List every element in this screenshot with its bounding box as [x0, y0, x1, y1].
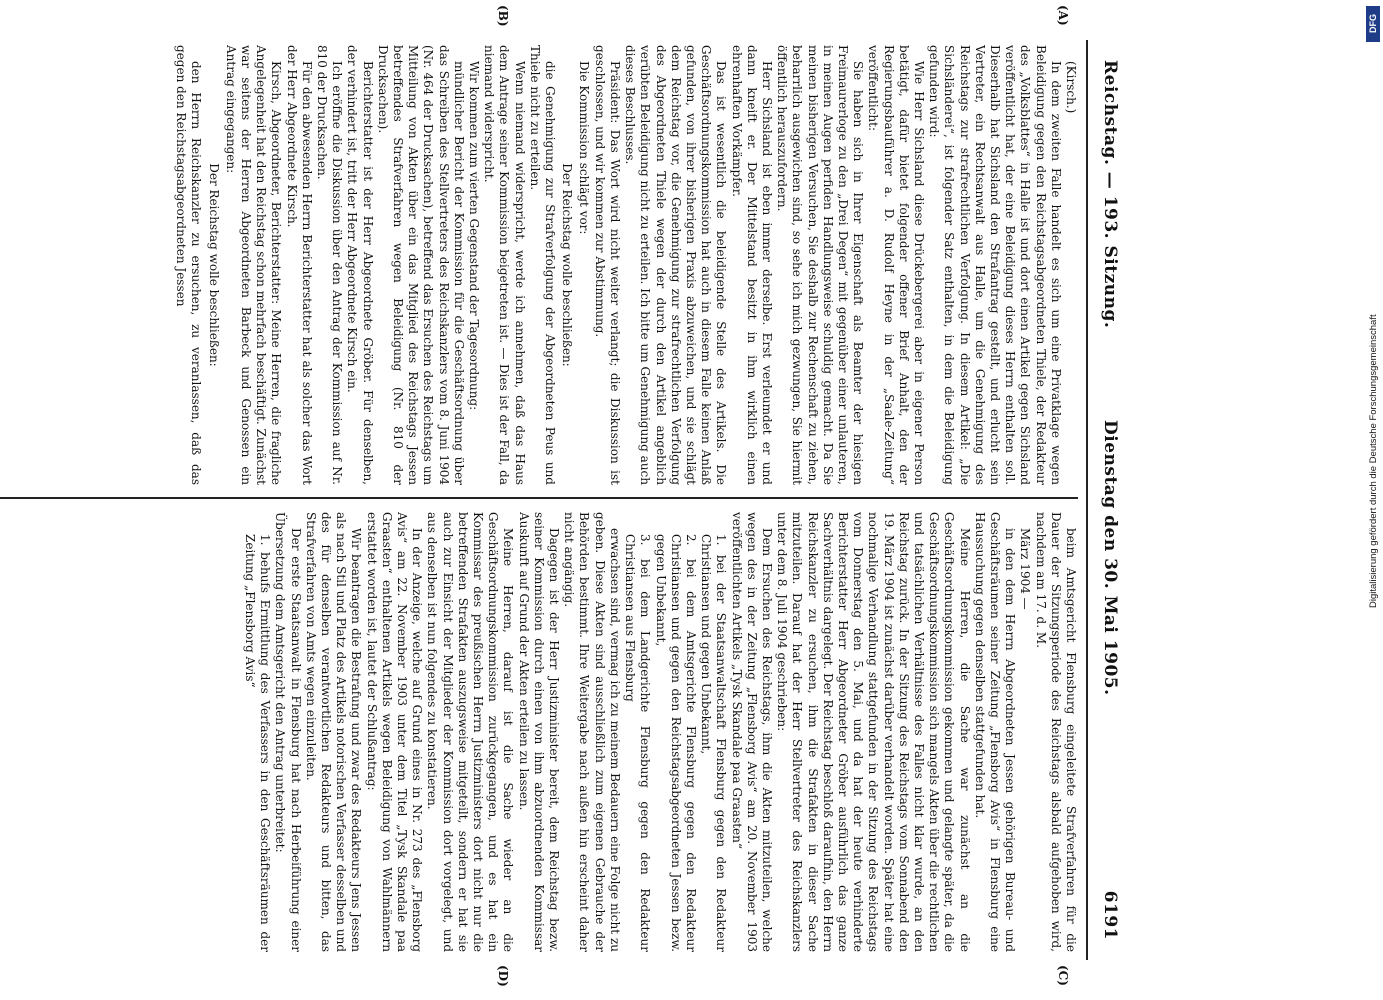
paragraph: Der Reichstag wolle beschließen: [206, 163, 221, 367]
paragraph: Ich eröffne die Diskussion über den Antrag der Kommission auf Nr. 810 der Drucksachen. [315, 45, 345, 485]
paragraph: erwachsen sind, vermag ich zu meinem Bedauern eine Folge nicht zu geben. Diese Akten sind ausschließlich zum eigenen Gebrauche der Behörden bestimmt. Ihre Weitergabe nach außen hin erscheint daher nicht angängig. [562, 512, 622, 952]
paragraph: März 1904 — [1018, 528, 1033, 610]
paragraph: den Herrn Reichskanzler zu ersuchen, zu veranlassen, daß das gegen den Reichstagsabgeordneten Jessen [174, 45, 204, 485]
header-left: Reichstag. — 193. Sitzung. [1100, 60, 1120, 329]
paragraph: Für den abwesenden Herrn Berichterstatter hat als solcher das Wort der Herr Abgeordnete Kirsch. [284, 45, 314, 485]
margin-marker-d: (D) [496, 965, 510, 987]
paragraph: Herr Sichsland ist eben immer derselbe. Erst verleumdet er und dann kneift er. Der Mittelstand besitzt in ihm wirklich einen ehrenhaften Vorkämpfer. [729, 45, 774, 485]
paragraph: Meine Herren, die Sache war zunächst an die Geschäftsordnungskommission gekommen und gelangte später, da die Geschäftsordnungskommission sich mangels Akten über die rechtlichen und tatsächlichen Verhältnisse des Falles nicht klar wurde, an den Reichstag zurück. In der Sitzung des Reichstags vom Sonnabend den 19. März 1904 ist zunächst darüber verhandelt worden. Später hat eine nochmalige Verhandlung stattgefunden in der Sitzung des Reichstags vom Donnerstag den 5. Mai, und da hat der heute verhinderte Berichterstatter Herr Abgeordneter Gröber ausführlich das ganze Sachverhältnis dargelegt. Der Reichstag beschloß daraufhin, den Herrn Reichskanzler zu ersuchen, ihm die Strafakten in dieser Sache mitzuteilen. Darauf hat der Herr Stellvertreter des Reichskanzlers unter dem 8. Juli 1904 geschrieben: [775, 512, 972, 952]
paragraph: (Kirsch.) [1064, 61, 1078, 114]
paragraph: 2. bei dem Amtsgerichte Flensburg gegen den Redakteur Christiansen und gegen den Reichstagsabgeordneten Jessen bezw. gegen Unbekannt, [653, 534, 698, 952]
paragraph: Sie haben sich in Ihrer Eigenschaft als Beamter der hiesigen Freimaurerloge zu den „Drei Degen“ mit gegenüber einer unlauteren, in meinen Augen perfiden Handlungsweise schuldig gemacht. Da Sie meinen bisherigen Versuchen, Sie deshalb zur Rechenschaft zu ziehen, beharrlich ausgewichen sind, so sehe ich mich gezwungen, Sie hiermit öffentlich herauszufordern. [775, 45, 866, 485]
paragraph: In dem zweiten Falle handelt es sich um eine Privatklage wegen Beleidigung gegen den Reichstagsabgeordneten Thiele, der Redakteur des „Volksblattes“ in Halle ist und dort einen Artikel gegen Sichsland veröffentlicht hat, der eine Beleidigung dieses Herrn enthalten soll. Dieserhalb hat Sichsland den Strafantrag gestellt, und erlucht sein Vertreter, ein Rechtsanwalt aus Halle, um die Genehmigung des Reichstags zur strafrechtlichen Verfolgung. In diesem Artikel: „Die Sichsländerei“, ist folgender Satz enthalten, in dem die Beleidigung gefunden wird: [927, 45, 1063, 485]
paragraph: Berichterstatter ist der Herr Abgeordnete Gröber. Für denselben, der verhindert ist, tritt der Herr Abgeordnete Kirsch ein. [345, 45, 375, 485]
margin-marker-c: (C) [1056, 965, 1070, 986]
paragraph: Kirsch, Abgeordneter, Berichterstatter: Meine Herren, die fragliche Angelegenheit hat den Reichstag schon mehrfach beschäftigt. Zunächst war seitens der Herren Abgeordneten Barbeck und Genossen ein Antrag eingegangen: [223, 45, 284, 485]
paragraph: Wir beantragen die Bestrafung und zwar des Redakteurs Jens Jessen als nach Stil und Platz des Artikels notorischen Verfasser desselben und des für denselben verantwortlichen Redakteurs und bitten, das Strafverfahren von Amts wegen einzuleiten. [303, 512, 364, 952]
paragraph: mündlicher Bericht der Kommission für die Geschäftsordnung über das Schreiben des Stellvertreters des Reichskanzlers vom 8. Juni 1904 (Nr. 464 der Drucksachen), betreffend das Ersuchen des Reichstags um Mitteilung von Akten über ein das Mitglied des Reichstags Jessen betreffendes Strafverfahren wegen Beleidigung (Nr. 810 der Drucksachen). [375, 45, 466, 485]
paragraph: Dagegen ist der Herr Justizminister bereit, dem Reichstag bezw. seiner Kommission durch einen von ihm abzuordnenden Kommissar Auskunft auf Grund der Akten erteilen zu lassen. [516, 512, 562, 952]
digitization-note: Digitalisierung gefördert durch die Deutsche Forschungsgemeinschaft [1368, 314, 1379, 608]
paragraph: Der erste Staatsanwalt in Flensburg hat nach Herbeiführung einer Übersetzung dem Amtsgericht den Antrag unterbreitet: [273, 512, 303, 952]
paragraph: in den dem Herrn Abgeordneten Jessen gehörigen Bureau- und Geschäftsräumen seiner Zeitung „Flensborg Avis“ in Flensburg eine Haussuchung gegen denselben stattgefunden hat. [972, 512, 1018, 952]
header-rule [1087, 40, 1089, 960]
paragraph: Der Reichstag wolle beschließen: [560, 163, 575, 367]
paragraph: 3. bei dem Landgerichte Flensburg gegen den Redakteur Christiansen aus Flensburg [623, 534, 653, 952]
paragraph: Wir kommen zum vierten Gegenstand der Tagesordnung: [467, 61, 482, 411]
dfg-logo: DFG [1366, 6, 1380, 42]
margin-marker-b: (B) [496, 5, 510, 27]
paragraph: Das ist wesentlich die beleidigende Stelle des Artikels. Die Geschäftsordnungskommission hat auch in diesem Falle keinen Anlaß gefunden, von ihrer bisherigen Praxis abzuweichen, und sie schlägt dem Reichstag vor, die Genehmigung zur strafrechtlichen Verfolgung des Abgeordneten Thiele wegen der durch den Artikel angeblich verübten Beleidigung nicht zu erteilen. Ich bitte um Genehmigung auch dieses Beschlusses. [623, 45, 729, 485]
paragraph: Dem Ersuchen des Reichstags, ihm die Akten mitzuteilen, welche wegen des in der Zeitung „Flensborg Avis“ am 20. November 1903 veröffentlichten Artikels „Tysk Skandale paa Graasten“ [729, 512, 774, 952]
paragraph: Präsident: Das Wort wird nicht weiter verlangt; die Diskussion ist geschlossen, und wir kommen zur Abstimmung. [592, 45, 622, 485]
header-date: Dienstag den 30. Mai 1905. [1100, 420, 1120, 696]
paragraph: die Genehmigung zur Strafverfolgung der Abgeordneten Peus und Thiele nicht zu erteilen. [527, 45, 558, 485]
paragraph: Wie Herr Sichsland diese Drückebergerei aber in eigener Person betätigt, dafür bietet folgender offener Brief Anhalt, den der Regierungsbauführer a. D. Rudolf Heyne in der „Saale-Zeitung“ veröffentlicht: [866, 45, 926, 485]
paragraph: Meine Herren, darauf ist die Sache wieder an die Geschäftsordnungskommission zurückgegangen, und es hat ein Kommissar des preußischen Herrn Justizministers dort nicht nur die betreffenden Strafakten auszugsweise mitgeteilt, sondern er hat sie auch zur Einsicht der Mitglieder der Kommission dort vorgelegt, und aus denselben ist nun folgendes zu konstatieren. [425, 512, 516, 952]
page-number: 6191 [1100, 890, 1120, 940]
running-header [1088, 0, 1124, 1000]
paragraph: Wenn niemand widerspricht, werde ich annehmen, daß das Haus dem Antrage seiner Kommission beigetreten ist. — Dies ist der Fall, da niemand widerspricht. [482, 45, 527, 485]
right-column [0, 512, 1078, 952]
paragraph: In der Anzeige, welche auf Grund eines in Nr. 273 des „Flensborg Avis“ am 22. November 1903 unter dem Titel „Tysk Skandale paa Graasten“ enthaltenen Artikels wegen Beleidigung von Wahlmännern erstattet worden ist, lautet der Schlußantrag: [364, 512, 425, 952]
margin-marker-a: (A) [1056, 5, 1070, 26]
paragraph: 1. bei der Staatsanwaltschaft Flensburg gegen den Redakteur Christiansen und gegen Unbekannt, [699, 534, 729, 952]
column-divider [0, 497, 1078, 499]
paragraph: beim Amtsgericht Flensburg eingeleitete Strafverfahren für die Dauer der Sitzungsperiode des Reichstags alsbald aufgehoben wird, nachdem am 17. d. M. [1033, 512, 1078, 952]
paragraph: 1. behufs Ermittlung des Verfassers in den Geschäftsräumen der Zeitung „Flensborg Avis“ [243, 534, 273, 952]
paragraph: Die Kommission schlägt vor: [577, 61, 592, 235]
left-column [0, 45, 1078, 485]
